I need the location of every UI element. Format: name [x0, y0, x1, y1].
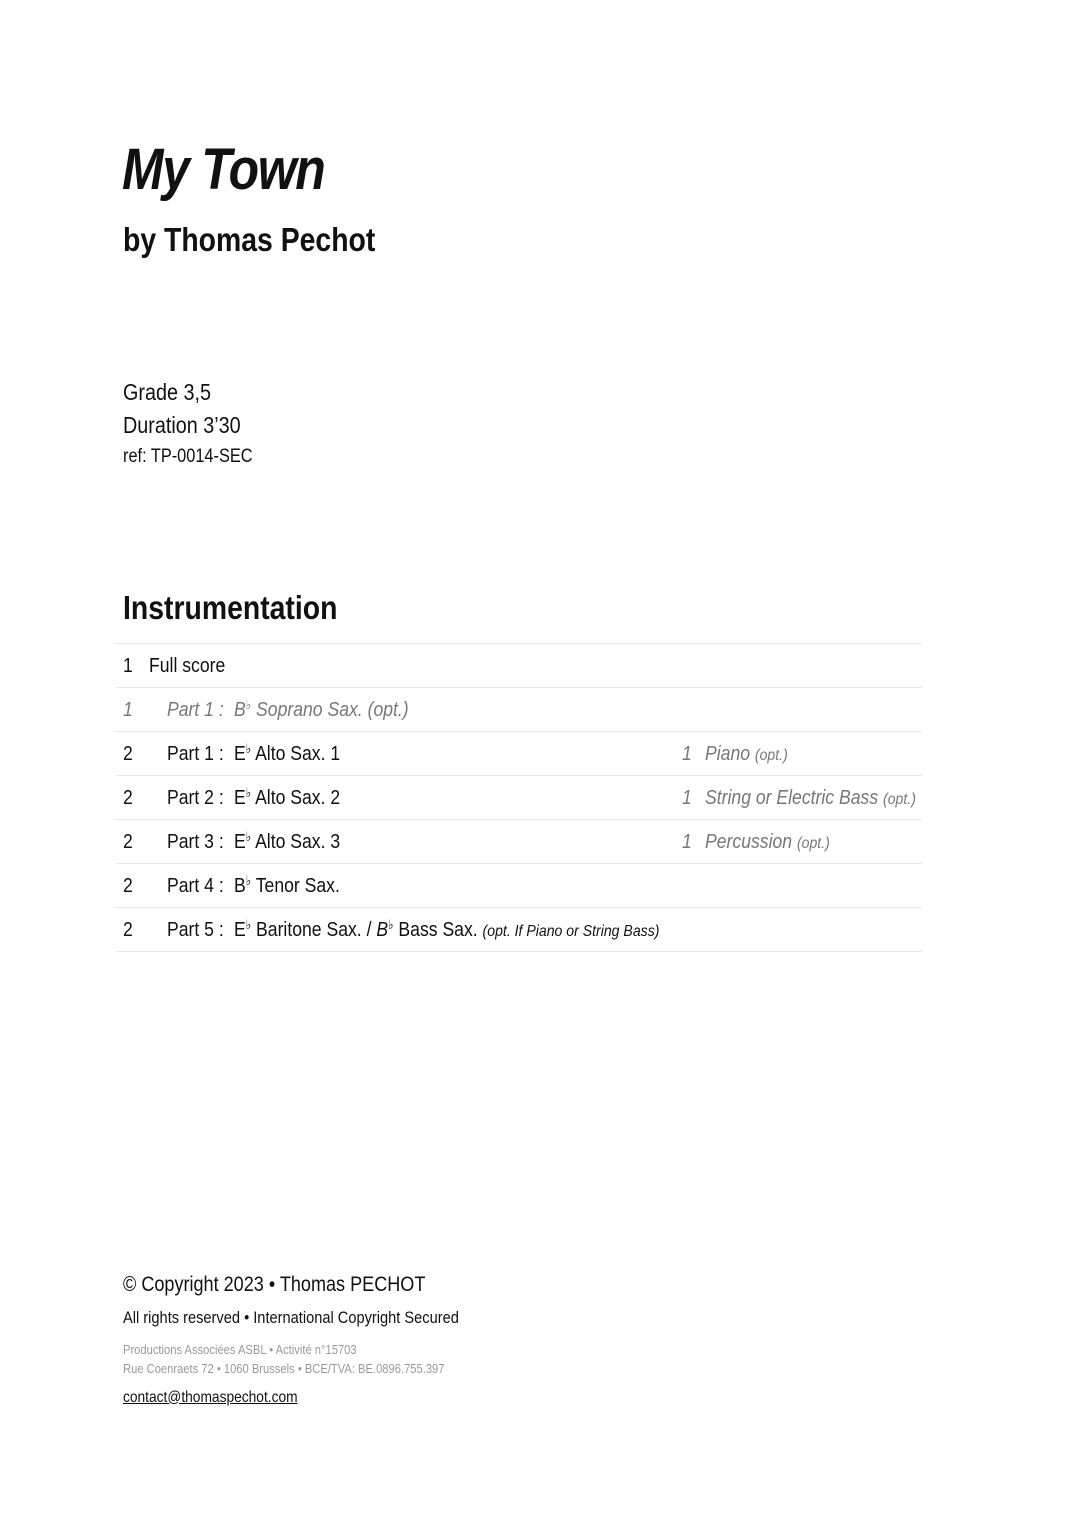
instrument-name-piano [705, 743, 788, 765]
instrument-label: Alto Sax. 3 [255, 831, 341, 853]
key-note: E [234, 743, 246, 765]
instrument-label: Baritone Sax. / [256, 919, 372, 941]
key-note: E [234, 831, 246, 853]
flat-sign: ♭ [245, 873, 252, 888]
instrument-name-bass [705, 787, 916, 809]
instrument-label: Piano [705, 743, 751, 765]
optional-note: (opt.) [883, 791, 916, 808]
footer [123, 1273, 514, 1406]
instrument-label: Alto Sax. 2 [255, 787, 341, 809]
flat-sign: ♭ [245, 917, 252, 932]
instrument-label: String or Electric Bass [705, 787, 879, 809]
table-row-soprano [116, 688, 922, 732]
instrument-name [234, 919, 659, 941]
flat-sign: ♭ [245, 697, 252, 712]
part-label: Part 5 : [167, 919, 224, 941]
reference-code: ref: TP-0014-SEC [123, 446, 253, 467]
quantity: 1 [682, 743, 692, 765]
optional-note: (opt. If Piano or String Bass) [482, 923, 660, 940]
part-label: Part 1 : [167, 743, 224, 765]
key-note: E [234, 787, 246, 809]
table-row-tenor [116, 864, 922, 908]
table-row-baritone [116, 908, 922, 952]
publisher-address [123, 1340, 459, 1379]
quantity: 2 [123, 919, 133, 941]
instrument-label: Soprano Sax. (opt.) [256, 699, 409, 721]
composer-byline: by Thomas Pechot [123, 221, 376, 258]
quantity: 1 [123, 699, 133, 721]
instrument-name [234, 831, 340, 853]
instrumentation-table [116, 643, 922, 952]
piece-meta [123, 381, 253, 466]
quantity: 2 [123, 875, 133, 897]
quantity: 1 [682, 787, 692, 809]
part-label: Part 1 : [167, 699, 224, 721]
address-line-1: Productions Associées ASBL • Activité n°15703 [123, 1341, 357, 1357]
instrument-name-percussion [705, 831, 830, 853]
table-row-alto-2 [116, 776, 922, 820]
duration-text: Duration 3’30 [123, 412, 241, 438]
contact-email-link[interactable]: contact@thomaspechot.com [123, 1388, 298, 1406]
quantity: 2 [123, 787, 133, 809]
instrument-label: Alto Sax. 1 [255, 743, 341, 765]
quantity: 1 [682, 831, 692, 853]
table-row-alto-1 [116, 732, 922, 776]
flat-sign: ♭ [245, 785, 252, 800]
rights-text: All rights reserved • International Copyright Secured [123, 1308, 459, 1328]
instrument-label: Tenor Sax. [255, 875, 340, 897]
grade-text: Grade 3,5 [123, 379, 211, 405]
flat-sign: ♭ [388, 917, 394, 932]
quantity: 2 [123, 831, 133, 853]
table-row-full-score [116, 644, 922, 688]
part-label: Part 3 : [167, 831, 224, 853]
instrument-name [234, 699, 409, 721]
key-note: B [234, 699, 246, 721]
instrument-name [234, 787, 340, 809]
piece-title: My Town [122, 137, 325, 202]
quantity: 1 [123, 655, 133, 677]
instrument-label-bass: Bass Sax. [398, 919, 478, 941]
key-note: E [234, 919, 246, 941]
instrument-name: Full score [149, 655, 226, 677]
optional-note: (opt.) [796, 835, 830, 852]
optional-note: (opt.) [754, 747, 788, 764]
instrument-name [234, 743, 340, 765]
copyright-text: © Copyright 2023 • Thomas PECHOT [123, 1273, 426, 1296]
instrument-name [234, 875, 340, 897]
flat-sign: ♭ [245, 829, 252, 844]
address-line-2: Rue Coenraets 72 • 1060 Brussels • BCE/TVA: BE.0896.755.397 [123, 1361, 445, 1377]
instrument-label: Percussion [705, 831, 793, 853]
key-note: B [234, 875, 246, 897]
quantity: 2 [123, 743, 133, 765]
key-note-bass: B [376, 919, 389, 941]
part-label: Part 2 : [167, 787, 224, 809]
table-row-alto-3 [116, 820, 922, 864]
flat-sign: ♭ [245, 741, 252, 756]
instrumentation-heading: Instrumentation [123, 589, 338, 626]
part-label: Part 4 : [167, 875, 224, 897]
